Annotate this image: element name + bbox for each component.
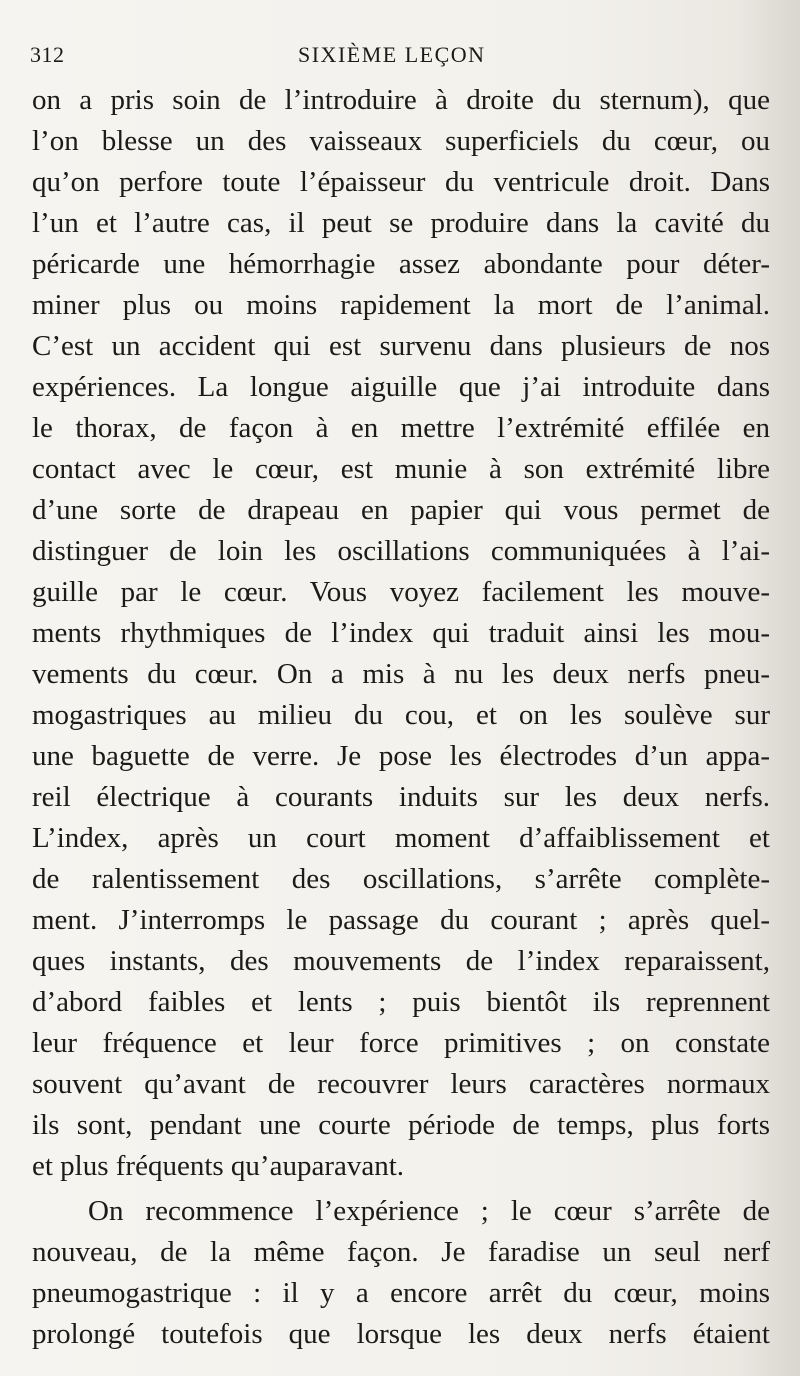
text-line: expériences. La longue aiguille que j’ai introduite dans — [32, 371, 770, 403]
text-line: ments rhythmiques de l’index qui traduit ainsi les mou- — [32, 617, 770, 649]
text-line: C’est un accident qui est survenu dans plusieurs de nos — [32, 330, 770, 362]
text-line: nouveau, de la même façon. Je faradise un seul nerf — [32, 1236, 770, 1268]
text-line: l’un et l’autre cas, il peut se produire dans la cavité du — [32, 207, 770, 239]
text-line: d’abord faibles et lents ; puis bientôt ils reprennent — [32, 986, 770, 1018]
text-line: reil électrique à courants induits sur les deux nerfs. — [32, 781, 770, 813]
text-line: ques instants, des mouvements de l’index reparaissent, — [32, 945, 770, 977]
text-line: distinguer de loin les oscillations communiquées à l’ai- — [32, 535, 770, 567]
text-line: qu’on perfore toute l’épaisseur du ventricule droit. Dans — [32, 166, 770, 198]
text-line: leur fréquence et leur force primitives ; on constate — [32, 1027, 770, 1059]
text-line: on a pris soin de l’introduire à droite du sternum), que — [32, 84, 770, 116]
text-line: pneumogastrique : il y a encore arrêt du cœur, moins — [32, 1277, 770, 1309]
paragraph-end-line: et plus fréquents qu’auparavant. — [32, 1150, 405, 1182]
text-line: de ralentissement des oscillations, s’arrête complète- — [32, 863, 770, 895]
text-line: vements du cœur. On a mis à nu les deux nerfs pneu- — [32, 658, 770, 690]
paragraph-start-line: On recommence l’expérience ; le cœur s’arrête de — [88, 1195, 770, 1227]
text-line: d’une sorte de drapeau en papier qui vous permet de — [32, 494, 770, 526]
text-line: L’index, après un court moment d’affaiblissement et — [32, 822, 770, 854]
text-line: guille par le cœur. Vous voyez facilement les mouve- — [32, 576, 770, 608]
text-line: souvent qu’avant de recouvrer leurs caractères normaux — [32, 1068, 770, 1100]
text-line: le thorax, de façon à en mettre l’extrémité effilée en — [32, 412, 770, 444]
text-line: une baguette de verre. Je pose les électrodes d’un appa- — [32, 740, 770, 772]
text-line: miner plus ou moins rapidement la mort de l’animal. — [32, 289, 770, 321]
text-line: ils sont, pendant une courte période de temps, plus forts — [32, 1109, 770, 1141]
text-line: péricarde une hémorrhagie assez abondante pour déter- — [32, 248, 770, 280]
page-header — [30, 38, 770, 72]
text-line: l’on blesse un des vaisseaux superficiels du cœur, ou — [32, 125, 770, 157]
text-line: mogastriques au milieu du cou, et on les soulève sur — [32, 699, 770, 731]
page-number: 312 — [30, 42, 65, 67]
text-line: prolongé toutefois que lorsque les deux nerfs étaient — [32, 1318, 770, 1350]
text-line: contact avec le cœur, est munie à son extrémité libre — [32, 453, 770, 485]
running-head: SIXIÈME LEÇON — [298, 42, 486, 67]
text-line: ment. J’interromps le passage du courant ; après quel- — [32, 904, 770, 936]
